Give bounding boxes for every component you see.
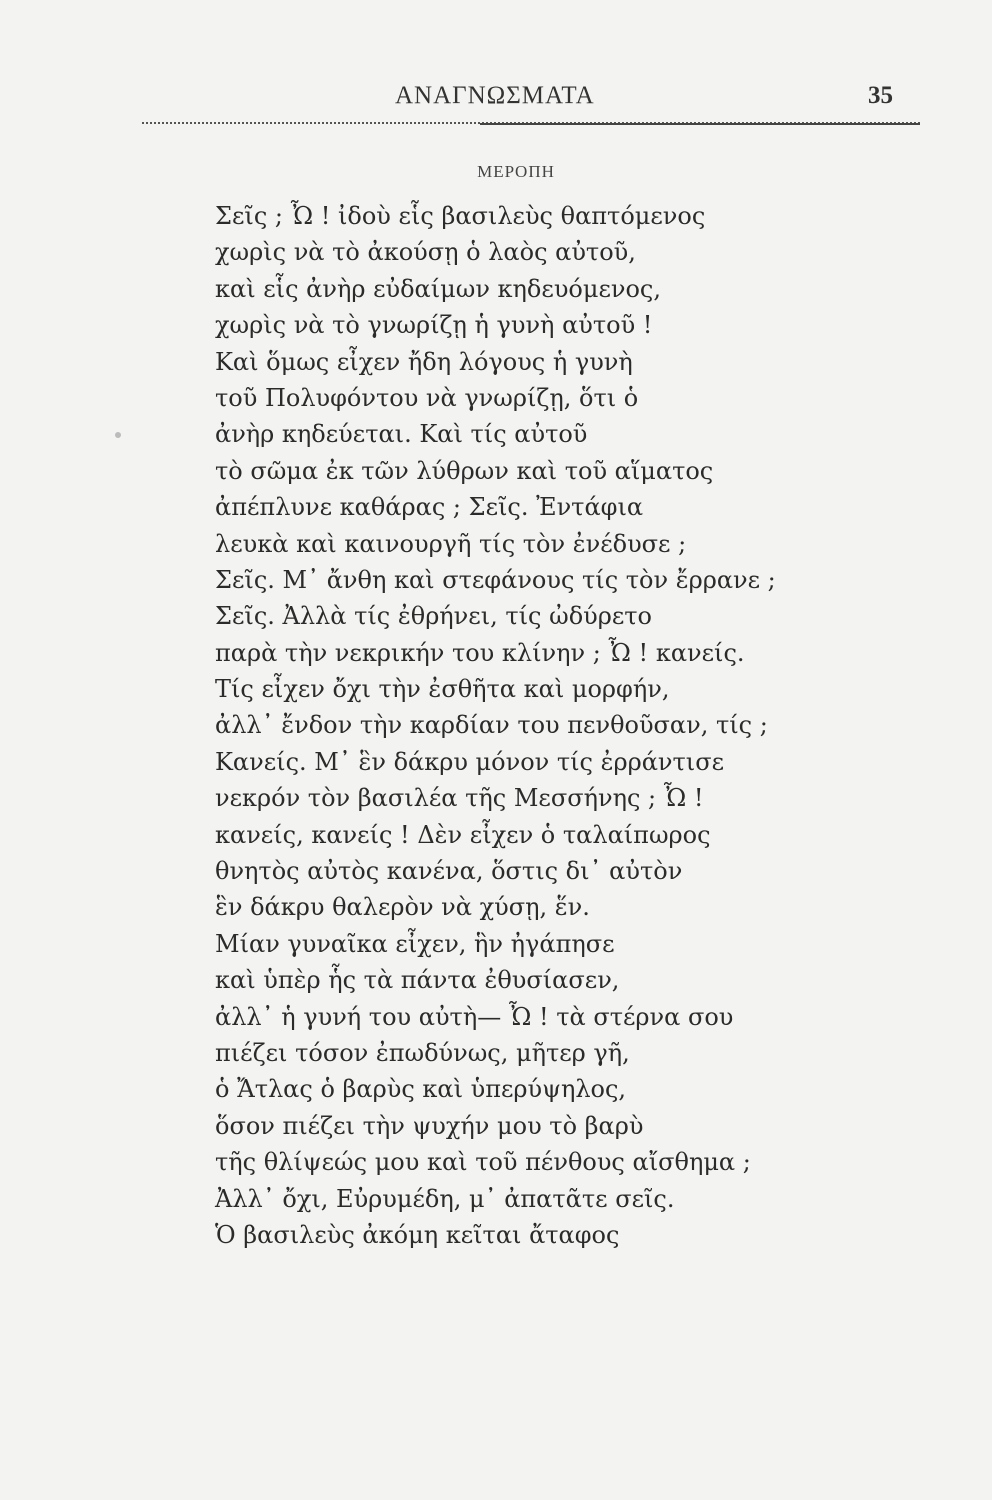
verse-line: χωρὶς νὰ τὸ γνωρίζῃ ἡ γυνὴ αὐτοῦ ! — [215, 311, 653, 340]
verse-line: λευκὰ καὶ καινουργῆ τίς τὸν ἐνέδυσε ; — [215, 529, 687, 558]
verse-line: θνητὸς αὐτὸς κανένα, ὅστις δι᾽ αὐτὸν — [215, 857, 683, 886]
verse-line: καὶ εἷς ἀνὴρ εὐδαίμων κηδευόμενος, — [215, 274, 661, 303]
verse-line: νεκρόν τὸν βασιλέα τῆς Μεσσήνης ; Ὦ ! — [215, 784, 704, 813]
verse-line: τῆς θλίψεώς μου καὶ τοῦ πένθους αἴσθημα ; — [215, 1148, 751, 1177]
verse-text — [215, 198, 835, 1253]
verse-line: παρὰ τὴν νεκρικήν του κλίνην ; Ὦ ! κανείς. — [215, 638, 745, 667]
verse-line: πιέζει τόσον ἐπωδύνως, μῆτερ γῆ, — [215, 1038, 630, 1067]
verse-line: Τίς εἶχεν ὄχι τὴν ἐσθῆτα καὶ μορφήν, — [215, 675, 670, 704]
verse-line: Σεῖς ; Ὦ ! ἰδοὺ εἷς βασιλεὺς θαπτόμενος — [215, 202, 706, 230]
verse-line: Σεῖς. Μ᾽ ἄνθη καὶ στεφάνους τίς τὸν ἔρρανε ; — [215, 565, 776, 594]
verse-line: Ὁ βασιλεὺς ἀκόμη κεῖται ἄταφος — [215, 1220, 620, 1249]
verse-line: ὁ Ἄτλας ὁ βαρὺς καὶ ὑπερύψηλος, — [215, 1075, 627, 1104]
margin-mark — [115, 432, 121, 438]
verse-line: χωρὶς νὰ τὸ ἀκούσῃ ὁ λαὸς αὐτοῦ, — [215, 238, 636, 267]
verse-line: ἀπέπλυνε καθάρας ; Σεῖς. Ἐντάφια — [215, 493, 644, 522]
verse-line: καὶ ὑπὲρ ἧς τὰ πάντα ἐθυσίασεν, — [215, 966, 620, 995]
verse-line: Καὶ ὅμως εἶχεν ἤδη λόγους ἡ γυνὴ — [215, 347, 633, 376]
header-rule-solid — [480, 123, 920, 125]
speaker-name: ΜΕΡΟΠΗ — [477, 162, 555, 181]
verse-line: ὅσον πιέζει τὴν ψυχήν μου τὸ βαρὺ — [215, 1111, 644, 1140]
verse-line: Κανείς. Μ᾽ ἓν δάκρυ μόνον τίς ἐρράντισε — [215, 747, 725, 776]
verse-line: Σεῖς. Ἀλλὰ τίς ἐθρήνει, τίς ὠδύρετο — [215, 602, 653, 631]
verse-line: ἀνὴρ κηδεύεται. Καὶ τίς αὐτοῦ — [215, 420, 588, 449]
verse-line: τοῦ Πολυφόντου νὰ γνωρίζῃ, ὅτι ὁ — [215, 383, 639, 412]
verse-line: κανείς, κανείς ! Δὲν εἶχεν ὁ ταλαίπωρος — [215, 820, 711, 849]
verse-line: ἀλλ᾽ ἡ γυνή του αὐτὴ— Ὦ ! τὰ στέρνα σου — [215, 1002, 734, 1031]
verse-line: Ἀλλ᾽ ὄχι, Εὐρυμέδη, μ᾽ ἀπατᾶτε σεῖς. — [215, 1184, 675, 1213]
running-title: ΑΝΑΓΝΩΣΜΑΤΑ — [395, 82, 595, 109]
verse-line: τὸ σῶμα ἐκ τῶν λύθρων καὶ τοῦ αἵματος — [215, 456, 714, 485]
verse-line: ἀλλ᾽ ἔνδον τὴν καρδίαν του πενθοῦσαν, τίς ; — [215, 711, 768, 740]
page-number: 35 — [868, 82, 893, 109]
verse-line: ἓν δάκρυ θαλερὸν νὰ χύσῃ, ἕν. — [215, 893, 590, 922]
verse-line: Μίαν γυναῖκα εἶχεν, ἣν ἠγάπησε — [215, 929, 615, 958]
running-header — [0, 82, 992, 122]
